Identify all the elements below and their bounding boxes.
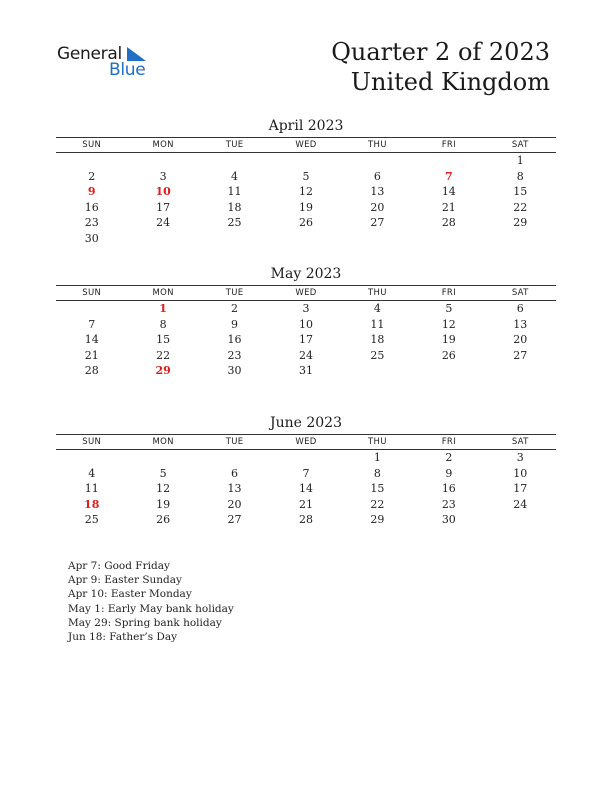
calendar-day — [485, 231, 556, 247]
holiday-entry: Apr 9: Easter Sunday — [68, 574, 182, 587]
holiday-date: 9 — [87, 185, 96, 199]
holiday-date: 29 — [155, 364, 171, 378]
week-row — [56, 153, 556, 169]
calendar-day: 3 — [516, 451, 524, 464]
calendar-day: 8 — [159, 317, 167, 331]
week-row — [56, 450, 556, 466]
calendar-day — [342, 363, 413, 379]
weekday-label: MON — [152, 288, 174, 298]
holiday-entry: Apr 10: Easter Monday — [68, 588, 192, 601]
calendar-day: 11 — [370, 317, 385, 331]
calendar-day: 4 — [231, 169, 239, 183]
calendar-day: 14 — [84, 333, 99, 347]
calendar-day — [127, 231, 198, 247]
calendar-day: 8 — [516, 169, 524, 183]
calendar-day: 17 — [298, 333, 313, 347]
calendar-day: 21 — [298, 497, 313, 511]
calendar-day: 22 — [513, 200, 528, 214]
holiday-entry: Jun 18: Father’s Day — [68, 631, 178, 644]
calendar-day: 10 — [513, 466, 528, 480]
week-row — [56, 317, 556, 333]
calendar-day: 8 — [373, 466, 381, 480]
calendar-day: 29 — [370, 513, 385, 527]
calendar-day: 15 — [370, 482, 385, 496]
calendar-day — [270, 231, 341, 247]
weekday-label: SUN — [82, 437, 102, 447]
calendar-day: 28 — [84, 364, 99, 378]
holiday-entry: May 29: Spring bank holiday — [68, 616, 222, 629]
calendar-day: 26 — [156, 513, 171, 527]
calendar-day: 10 — [298, 317, 313, 331]
calendar-day: 22 — [156, 348, 171, 362]
calendar-day: 17 — [513, 482, 528, 496]
calendar-day — [413, 363, 484, 379]
week-row — [56, 184, 556, 200]
calendar-day: 14 — [441, 185, 456, 199]
weekday-label: FRI — [441, 437, 456, 447]
calendar-day — [270, 450, 341, 466]
calendar-day — [485, 363, 556, 379]
calendar-day: 25 — [227, 216, 242, 230]
calendar-day: 21 — [441, 200, 456, 214]
calendar-day: 2 — [231, 302, 239, 315]
calendar-day: 5 — [302, 169, 310, 183]
week-row — [56, 512, 556, 528]
weekday-label: THU — [368, 140, 387, 150]
weekday-label: SUN — [82, 288, 102, 298]
calendar-day: 26 — [441, 348, 456, 362]
weekday-label: WED — [295, 140, 317, 150]
calendar-day: 11 — [84, 482, 99, 496]
calendar-day: 1 — [373, 451, 381, 464]
week-row — [56, 481, 556, 497]
calendar-day: 2 — [88, 169, 96, 183]
calendar-day: 18 — [370, 333, 385, 347]
week-row — [56, 169, 556, 185]
logo-text-blue: Blue — [109, 60, 146, 80]
calendar-day: 1 — [516, 154, 524, 167]
calendar-day: 5 — [445, 302, 453, 315]
holiday-date: 10 — [155, 185, 171, 199]
calendar-day: 5 — [159, 466, 167, 480]
calendar-day: 25 — [370, 348, 385, 362]
calendar-day: 27 — [227, 513, 242, 527]
calendar-day: 6 — [231, 466, 239, 480]
month-calendar-april — [56, 117, 556, 247]
week-row — [56, 301, 556, 317]
calendar-day: 26 — [298, 216, 313, 230]
month-calendar-may — [56, 265, 556, 379]
calendar-day — [56, 301, 127, 317]
calendar-day: 2 — [445, 451, 453, 464]
weekday-label: SUN — [82, 140, 102, 150]
calendar-day: 15 — [513, 185, 528, 199]
calendar-day: 23 — [227, 348, 242, 362]
calendar-day: 4 — [88, 466, 96, 480]
calendar-day: 16 — [227, 333, 242, 347]
calendar-day: 20 — [370, 200, 385, 214]
general-blue-logo — [57, 44, 157, 84]
calendar-day — [485, 512, 556, 528]
holiday-entry: May 1: Early May bank holiday — [68, 602, 234, 615]
calendar-day: 28 — [441, 216, 456, 230]
calendar-day: 24 — [156, 216, 171, 230]
week-row — [56, 200, 556, 216]
weekday-label: TUE — [225, 140, 244, 150]
calendar-day: 22 — [370, 497, 385, 511]
week-row — [56, 348, 556, 364]
weekday-header — [56, 285, 556, 301]
calendar-day: 16 — [441, 482, 456, 496]
weekday-label: SAT — [511, 288, 529, 298]
calendar-day: 3 — [159, 169, 167, 183]
calendar-day — [199, 153, 270, 169]
calendar-day: 17 — [156, 200, 171, 214]
calendar-day: 19 — [441, 333, 456, 347]
calendar-day: 15 — [156, 333, 171, 347]
calendar-day: 30 — [441, 513, 456, 527]
calendar-day: 27 — [370, 216, 385, 230]
calendar-day: 24 — [513, 497, 528, 511]
week-row — [56, 215, 556, 231]
title-quarter: Quarter 2 of 2023 — [331, 38, 550, 66]
calendar-day: 13 — [513, 317, 528, 331]
calendar-day: 23 — [84, 216, 99, 230]
month-name: April 2023 — [268, 118, 344, 134]
calendar-day — [413, 153, 484, 169]
page-title — [331, 37, 550, 97]
week-row — [56, 497, 556, 513]
calendar-day: 6 — [373, 169, 381, 183]
calendar-day: 14 — [298, 482, 313, 496]
weekday-label: THU — [368, 437, 387, 447]
calendar-day: 4 — [373, 302, 381, 315]
calendar-day: 25 — [84, 513, 99, 527]
calendar-day — [342, 231, 413, 247]
weekday-label: TUE — [225, 437, 244, 447]
weekday-label: MON — [152, 140, 174, 150]
weekday-label: WED — [295, 437, 317, 447]
calendar-day — [342, 153, 413, 169]
calendar-day: 31 — [298, 364, 313, 378]
calendar-day: 30 — [227, 364, 242, 378]
calendar-day: 13 — [227, 482, 242, 496]
calendar-day: 7 — [88, 317, 96, 331]
calendar-day: 9 — [231, 317, 239, 331]
title-country: United Kingdom — [350, 68, 550, 96]
calendar-day — [270, 153, 341, 169]
holiday-date: 1 — [159, 302, 167, 315]
weekday-label: TUE — [225, 288, 244, 298]
weekday-label: THU — [368, 288, 387, 298]
calendar-day: 23 — [441, 497, 456, 511]
month-name: May 2023 — [270, 266, 342, 282]
calendar-day: 6 — [516, 302, 524, 315]
weekday-label: FRI — [441, 288, 456, 298]
weekday-label: WED — [295, 288, 317, 298]
weekday-header — [56, 434, 556, 450]
weekday-label: SAT — [511, 437, 529, 447]
calendar-day: 12 — [441, 317, 456, 331]
calendar-day: 28 — [298, 513, 313, 527]
calendar-day: 3 — [302, 302, 310, 315]
calendar-day: 18 — [227, 200, 242, 214]
weekday-label: SAT — [511, 140, 529, 150]
calendar-day — [56, 153, 127, 169]
holiday-list — [68, 559, 234, 644]
calendar-day: 12 — [156, 482, 171, 496]
holiday-date: 18 — [84, 497, 100, 511]
logo-text-general: General — [57, 44, 122, 64]
calendar-day: 19 — [156, 497, 171, 511]
week-row — [56, 466, 556, 482]
holiday-date: 7 — [444, 169, 453, 183]
weekday-label: FRI — [441, 140, 456, 150]
weekday-header — [56, 137, 556, 153]
month-name: June 2023 — [269, 415, 342, 431]
calendar-day: 21 — [84, 348, 99, 362]
calendar-day: 7 — [302, 466, 310, 480]
holiday-entry: Apr 7: Good Friday — [68, 560, 170, 572]
calendar-day: 12 — [298, 185, 313, 199]
calendar-day: 11 — [227, 185, 242, 199]
calendar-day: 19 — [298, 200, 313, 214]
calendar-day: 30 — [84, 231, 99, 245]
week-row — [56, 363, 556, 379]
calendar-day: 20 — [513, 333, 528, 347]
weekday-label: MON — [152, 437, 174, 447]
calendar-day: 24 — [298, 348, 313, 362]
calendar-day: 20 — [227, 497, 242, 511]
calendar-day: 13 — [370, 185, 385, 199]
month-calendar-june — [56, 414, 556, 528]
calendar-day — [199, 450, 270, 466]
calendar-day: 9 — [445, 466, 453, 480]
calendar-day: 16 — [84, 200, 99, 214]
calendar-day: 29 — [513, 216, 528, 230]
week-row — [56, 332, 556, 348]
calendar-day — [413, 231, 484, 247]
calendar-day — [127, 450, 198, 466]
calendar-day: 27 — [513, 348, 528, 362]
calendar-day — [199, 231, 270, 247]
week-row — [56, 231, 556, 247]
calendar-day — [56, 450, 127, 466]
calendar-day — [127, 153, 198, 169]
